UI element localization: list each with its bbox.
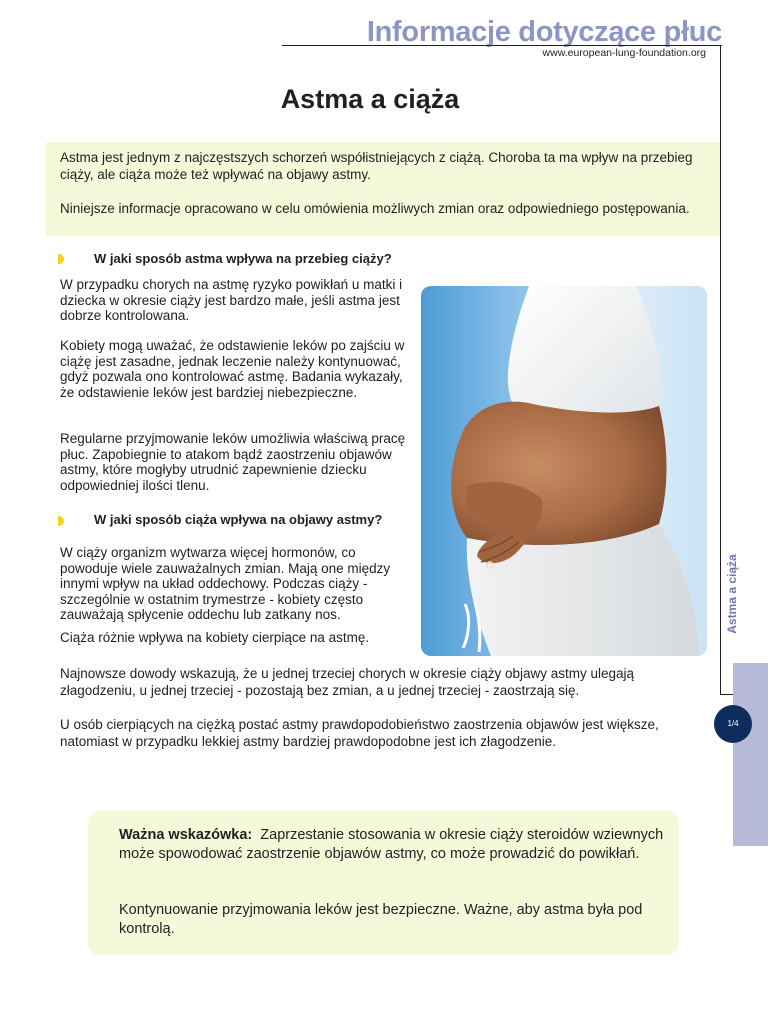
side-tab-label: Astma a ciąża [725, 554, 739, 634]
section-2-paragraph-3: U osób cierpiących na ciężką postać astmy prawdopodobieństwo zaostrzenia objawów jest większe, natomiast w przypadku lekkiej astmy bardziej prawdopodobne jest ich złagodzenie. [60, 717, 659, 749]
section-1-paragraph-3: Regularne przyjmowanie leków umożliwia właściwą pracę płuc. Zapobiegnie to atakom bądź zaostrzeniu objawów astmy, które mogłyby utrudnić zapewnienie dziecku odpowiedniej ilości tlenu. [60, 431, 406, 493]
header-title: Informacje dotyczące płuc [366, 16, 722, 48]
section-1-paragraph-1: W przypadku chorych na astmę ryzyko powikłań u matki i dziecka w okresie ciąży jest bardzo małe, jeśli astma jest dobrze kontrolowana. [60, 277, 403, 324]
section-bullet-icon [58, 254, 64, 264]
page-title: Astma a ciąża [280, 84, 460, 114]
important-note-paragraph-1 [119, 826, 664, 863]
intro-paragraph-2: Niniejsze informacje opracowano w celu omówienia możliwych zmian oraz odpowiedniego postępowania. [60, 201, 690, 216]
section-2-paragraph-1b: Ciąża różnie wpływa na kobiety cierpiące na astmę. [60, 630, 370, 645]
page-number-badge: 1/4 [714, 705, 752, 743]
important-note-text-1: Zaprzestanie stosowania w okresie ciąży steroidów wziewnych może spowodować zaostrzenie objawów astmy, co może prowadzić do powikłań. [119, 827, 664, 862]
section-bullet-icon [58, 516, 64, 526]
header-url: www.european-lung-foundation.org [542, 47, 706, 59]
section-2-paragraph-1: W ciąży organizm wytwarza więcej hormonów, co powoduje wiele zauważalnych zmian. Mają one między innymi wpływ na układ oddechowy. Podczas ciąży - szczególnie w ostatnim trymestrze - kobiety często zauważają spłycenie oddechu lub zatkany nos. [60, 545, 391, 623]
section-2-paragraph-2: Najnowsze dowody wskazują, że u jednej trzeciej chorych w okresie ciąży objawy astmy ulegają złagodzeniu, u jednej trzeciej - pozostają bez zmian, a u jednej trzeciej - zaostrzają się. [60, 666, 635, 698]
side-tab-bar [733, 663, 768, 846]
important-note-label: Ważna wskazówka: [119, 827, 253, 843]
section-1-paragraph-2: Kobiety mogą uważać, że odstawienie leków po zajściu w ciążę jest zasadne, jednak leczenie należy kontynuować, gdyż pozwala ono kontrolować astmę. Badania wykazały, że odstawienie leków jest bardziej niebezpieczne. [60, 338, 405, 400]
important-note-paragraph-2: Kontynuowanie przyjmowania leków jest bezpieczne. Ważne, aby astma była pod kontrolą. [119, 902, 643, 937]
section-2-heading: W jaki sposób ciąża wpływa na objawy astmy? [94, 512, 383, 527]
pregnant-woman-photo [421, 286, 707, 656]
right-margin-rule [720, 45, 721, 695]
intro-paragraph-1: Astma jest jednym z najczęstszych schorzeń współistniejących z ciążą. Choroba ta ma wpływ na przebieg ciąży, ale ciąża może też wpływać na objawy astmy. [60, 150, 693, 182]
header-divider [282, 45, 722, 46]
section-1-heading: W jaki sposób astma wpływa na przebieg ciąży? [94, 251, 392, 266]
